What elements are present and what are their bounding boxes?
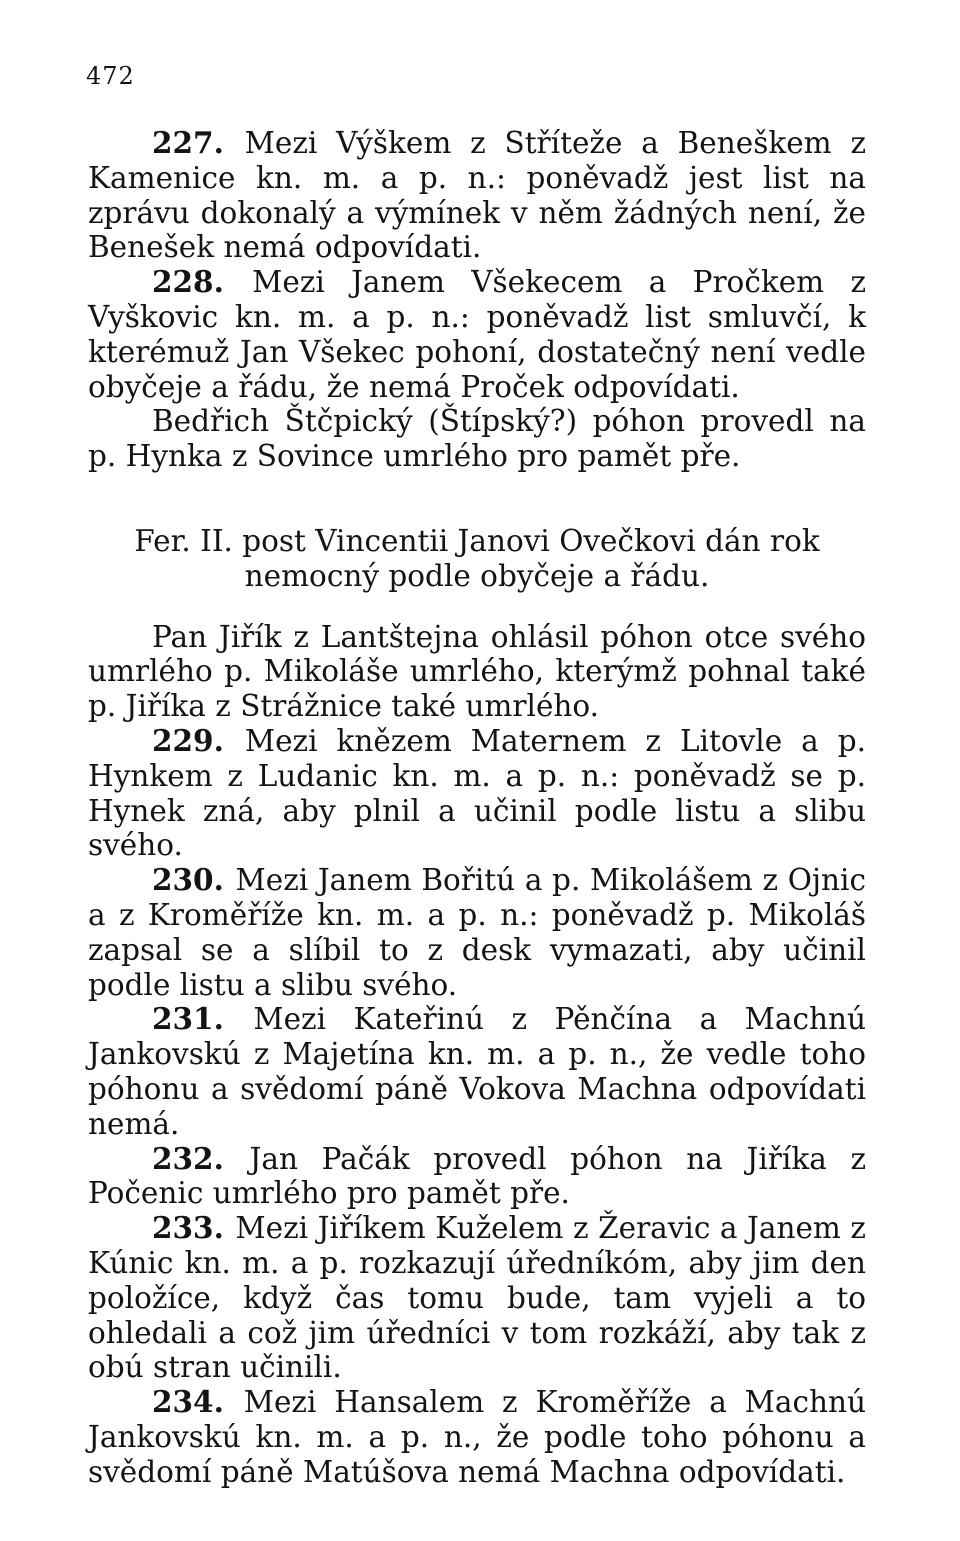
- entry-232: [88, 1142, 866, 1212]
- entry-number: 231.: [152, 1001, 224, 1037]
- entry-text: Jan Pačák provedl póhon na Jiříka z Počenic umrlého pro pamět pře.: [88, 1141, 866, 1211]
- entry-text: Mezi Výškem z Stříteže a Beneškem z Kamenice kn. m. a p. n.: poněvadž jest list na zprávu dokonalý a výmínek v něm žádných není, že Benešek nemá odpovídati.: [88, 126, 866, 265]
- entry-number: 232.: [152, 1140, 224, 1176]
- entry-227: [88, 126, 866, 265]
- entry-text: Mezi Hansalem z Kroměříže a Machnú Jankovskú kn. m. a p. n., že podle toho póhonu a svědomí páně Matúšova nemá Machna odpovídati.: [88, 1385, 866, 1489]
- entry-text: Mezi Janem Všekecem a Pročkem z Vyškovic kn. m. a p. n.: poněvadž list smluvčí, k kterémuž Jan Všekec pohoní, dostatečný není vedle obyčeje a řádu, že nemá Proček odpovídati.: [88, 265, 866, 404]
- entry-number: 234.: [152, 1384, 224, 1420]
- body-text: [88, 126, 866, 1489]
- entry-text: Mezi Janem Bořitú a p. Mikolášem z Ojnic a z Kroměříže kn. m. a p. n.: poněvadž p. Mikoláš zapsal se a slíbil to z desk vymazati, aby učinil podle listu a slibu svého.: [88, 863, 866, 1002]
- entry-number: 233.: [152, 1210, 224, 1246]
- entry-number: 228.: [152, 264, 224, 300]
- fer-heading-line-2: nemocný podle obyčeje a řádu.: [244, 558, 710, 593]
- entry-text: Mezi Kateřinú z Pěnčína a Machnú Jankovskú z Majetína kn. m. a p. n., že vedle toho póhonu a svědomí páně Vokova Machna odpovídati nemá.: [88, 1002, 866, 1141]
- entry-number: 229.: [152, 722, 224, 758]
- entry-234: [88, 1385, 866, 1489]
- entry-233: [88, 1211, 866, 1385]
- page-number: 472: [86, 62, 135, 90]
- entry-text: Mezi knězem Maternem z Litovle a p. Hynkem z Ludanic kn. m. a p. n.: poněvadž se p. Hynek zná, aby plnil a učinil podle listu a slibu svého.: [88, 723, 866, 863]
- entry-230: [88, 863, 866, 1002]
- entry-number: 230.: [152, 862, 224, 898]
- paragraph-pan-jirik: Pan Jiřík z Lantštejna ohlásil póhon otce svého umrlého p. Mikoláše umrlého, kterýmž pohnal také p. Jiříka z Strážnice také umrlého.: [88, 619, 866, 724]
- entry-text: Mezi Jiříkem Kuželem z Žeravic a Janem z Kúnic kn. m. a p. rozkazují úředníkóm, aby jim den položíce, když čas tomu bude, tam vyjeli a to ohledali a což jim úředníci v tom rozkáží, aby tak z obú stran učinili.: [88, 1211, 866, 1385]
- paragraph-bedrich: Bedřich Štčpický (Štípský?) póhon provedl na p. Hynka z Sovince umrlého pro pamět pře.: [88, 404, 866, 474]
- entry-231: [88, 1002, 866, 1141]
- entry-228: [88, 265, 866, 404]
- entry-229: [88, 724, 866, 863]
- entry-number: 227.: [152, 125, 224, 160]
- fer-heading-line-1: Fer. II. post Vincentii Janovi Ovečkovi dán rok: [134, 523, 820, 558]
